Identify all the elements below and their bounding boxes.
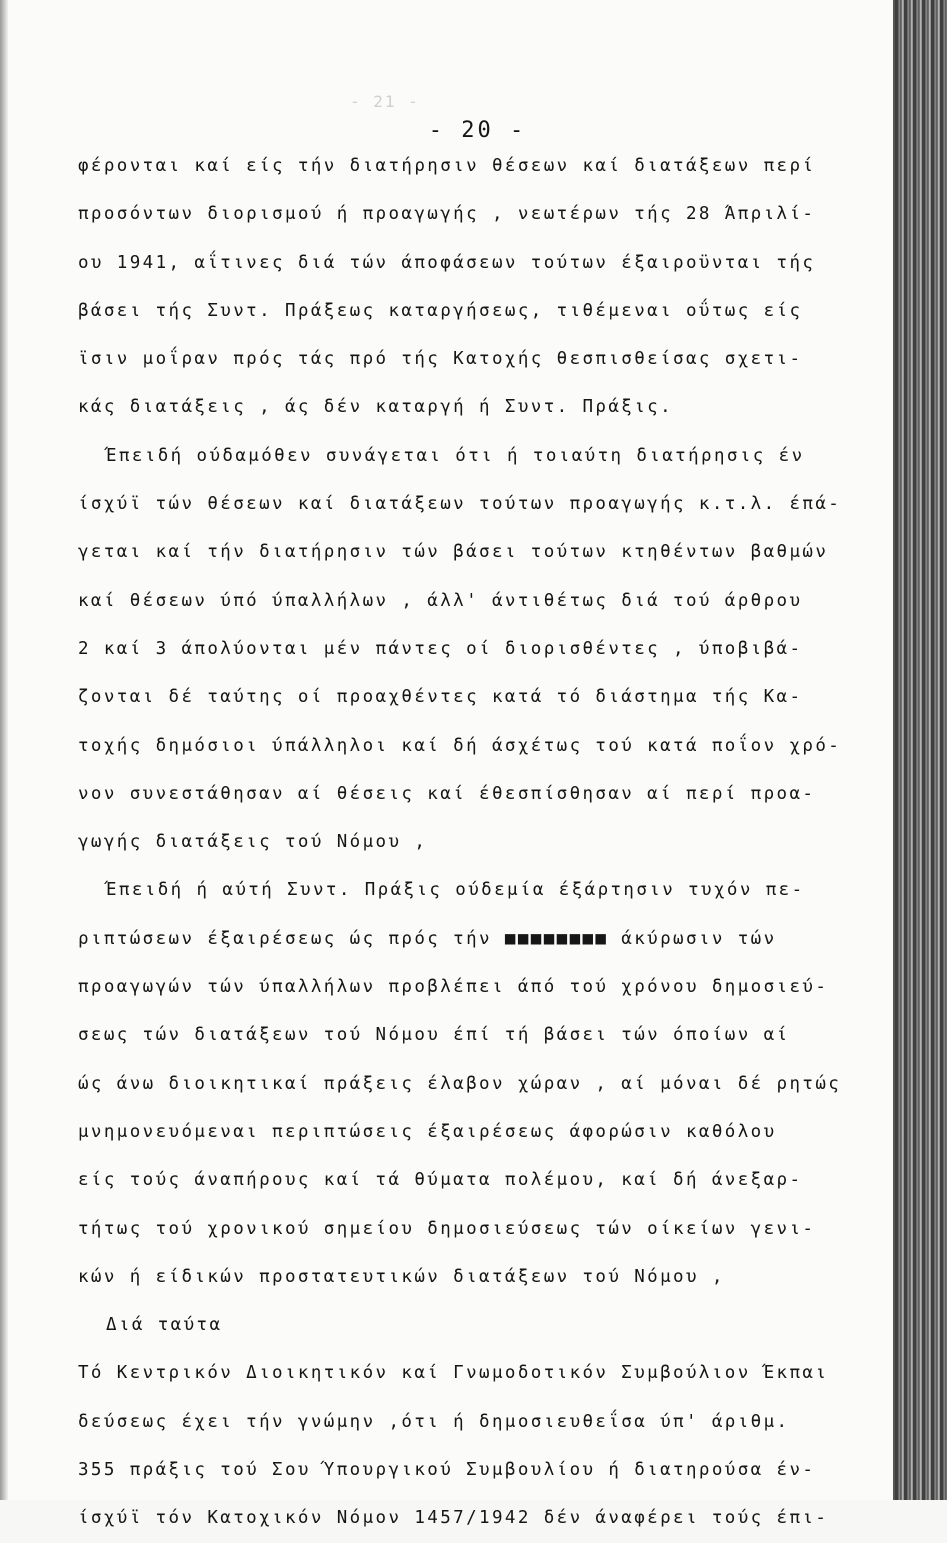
text-line: σεως τών διατάξεων τού Νόμου έπί τή βάσει τών όποίων αί: [78, 1025, 790, 1046]
text-line: ώς άνω διοικητικαί πράξεις έλαβον χώραν , αί μόναι δέ ρητώς: [78, 1073, 842, 1094]
text-line: ριπτώσεων έξαιρέσεως ώς πρός τήν ■■■■■■■■ άκύρωσιν τών: [78, 928, 777, 949]
text-line: ζονται δέ ταύτης οί προαχθέντες κατά τό διάστημα τής Κα-: [78, 687, 803, 708]
page-left-edge: [0, 0, 8, 1500]
text-line: 355 πράξις τού Σου Ύπουργικού Συμβουλίου ή διατηρούσα έν-: [78, 1460, 816, 1481]
text-line: κών ή είδικών προστατευτικών διατάξεων τού Νόμου ,: [78, 1266, 725, 1287]
page-number: - 20 -: [428, 118, 527, 143]
text-line: ϊσιν μοΐραν πρός τάς πρό τής Κατοχής θεσπισθείσας σχετι-: [78, 349, 803, 370]
text-line: Έπειδή ούδαμόθεν συνάγεται ότι ή τοιαύτη διατήρησις έν: [106, 445, 805, 466]
ghost-page-number: - 21 -: [350, 92, 420, 111]
book-binding: [895, 0, 947, 1500]
text-line: φέρονται καί είς τήν διατήρησιν θέσεων καί διατάξεων περί: [78, 156, 816, 176]
text-line: τήτως τού χρονικού σημείου δημοσιεύσεως τών οίκείων γενι-: [78, 1218, 816, 1239]
text-line: ίσχύϊ τών θέσεων καί διατάξεων τούτων προαγωγής κ.τ.λ. έπά-: [78, 494, 842, 515]
text-line: δεύσεως έχει τήν γνώμην ,ότι ή δημοσιευθεΐσα ύπ' άριθμ.: [78, 1411, 790, 1432]
text-line: καί θέσεων ύπό ύπαλλήλων , άλλ' άντιθέτως διά τού άρθρου: [78, 590, 803, 611]
text-line: 2 καί 3 άπολύονται μέν πάντες οί διορισθέντες , ύποβιβά-: [78, 638, 803, 659]
typewritten-body: [78, 142, 908, 1543]
text-line: γεται καί τήν διατήρησιν τών βάσει τούτων κτηθέντων βαθμών: [78, 542, 829, 563]
text-line: τοχής δημόσιοι ύπάλληλοι καί δή άσχέτως τού κατά ποΐον χρό-: [78, 735, 842, 756]
text-line: ίσχύϊ τόν Κατοχικόν Νόμον 1457/1942 δέν άναφέρει τούς έπι-: [78, 1508, 829, 1529]
text-line: Τό Κεντρικόν Διοικητικόν καί Γνωμοδοτικόν Συμβούλιον Έκπαι: [78, 1363, 829, 1384]
text-line: νον συνεστάθησαν αί θέσεις καί έθεσπίσθησαν αί περί προα-: [78, 783, 816, 804]
text-line: ου 1941, αΐτινες διά τών άποφάσεων τούτων έξαιροϋνται τής: [78, 252, 816, 273]
text-line: προσόντων διορισμού ή προαγωγής , νεωτέρων τής 28 Άπριλί-: [78, 204, 816, 225]
text-line: Έπειδή ή αύτή Συντ. Πράξις ούδεμία έξάρτησιν τυχόν πε-: [106, 880, 805, 901]
text-line: βάσει τής Συντ. Πράξεως καταργήσεως, τιθέμεναι οΰτως είς: [78, 300, 803, 321]
text-line: γωγής διατάξεις τού Νόμου ,: [78, 832, 428, 853]
text-line: μνημονευόμεναι περιπτώσεις έξαιρέσεως άφορώσιν καθόλου: [78, 1121, 777, 1142]
text-line: προαγωγών τών ύπαλλήλων προβλέπει άπό τού χρόνου δημοσιεύ-: [78, 977, 829, 998]
text-line: είς τούς άναπήρους καί τά θύματα πολέμου, καί δή άνεξαρ-: [78, 1170, 803, 1191]
text-line: Διά ταύτα: [106, 1315, 223, 1336]
text-line: κάς διατάξεις , άς δέν καταργή ή Συντ. Πράξις.: [78, 397, 674, 418]
